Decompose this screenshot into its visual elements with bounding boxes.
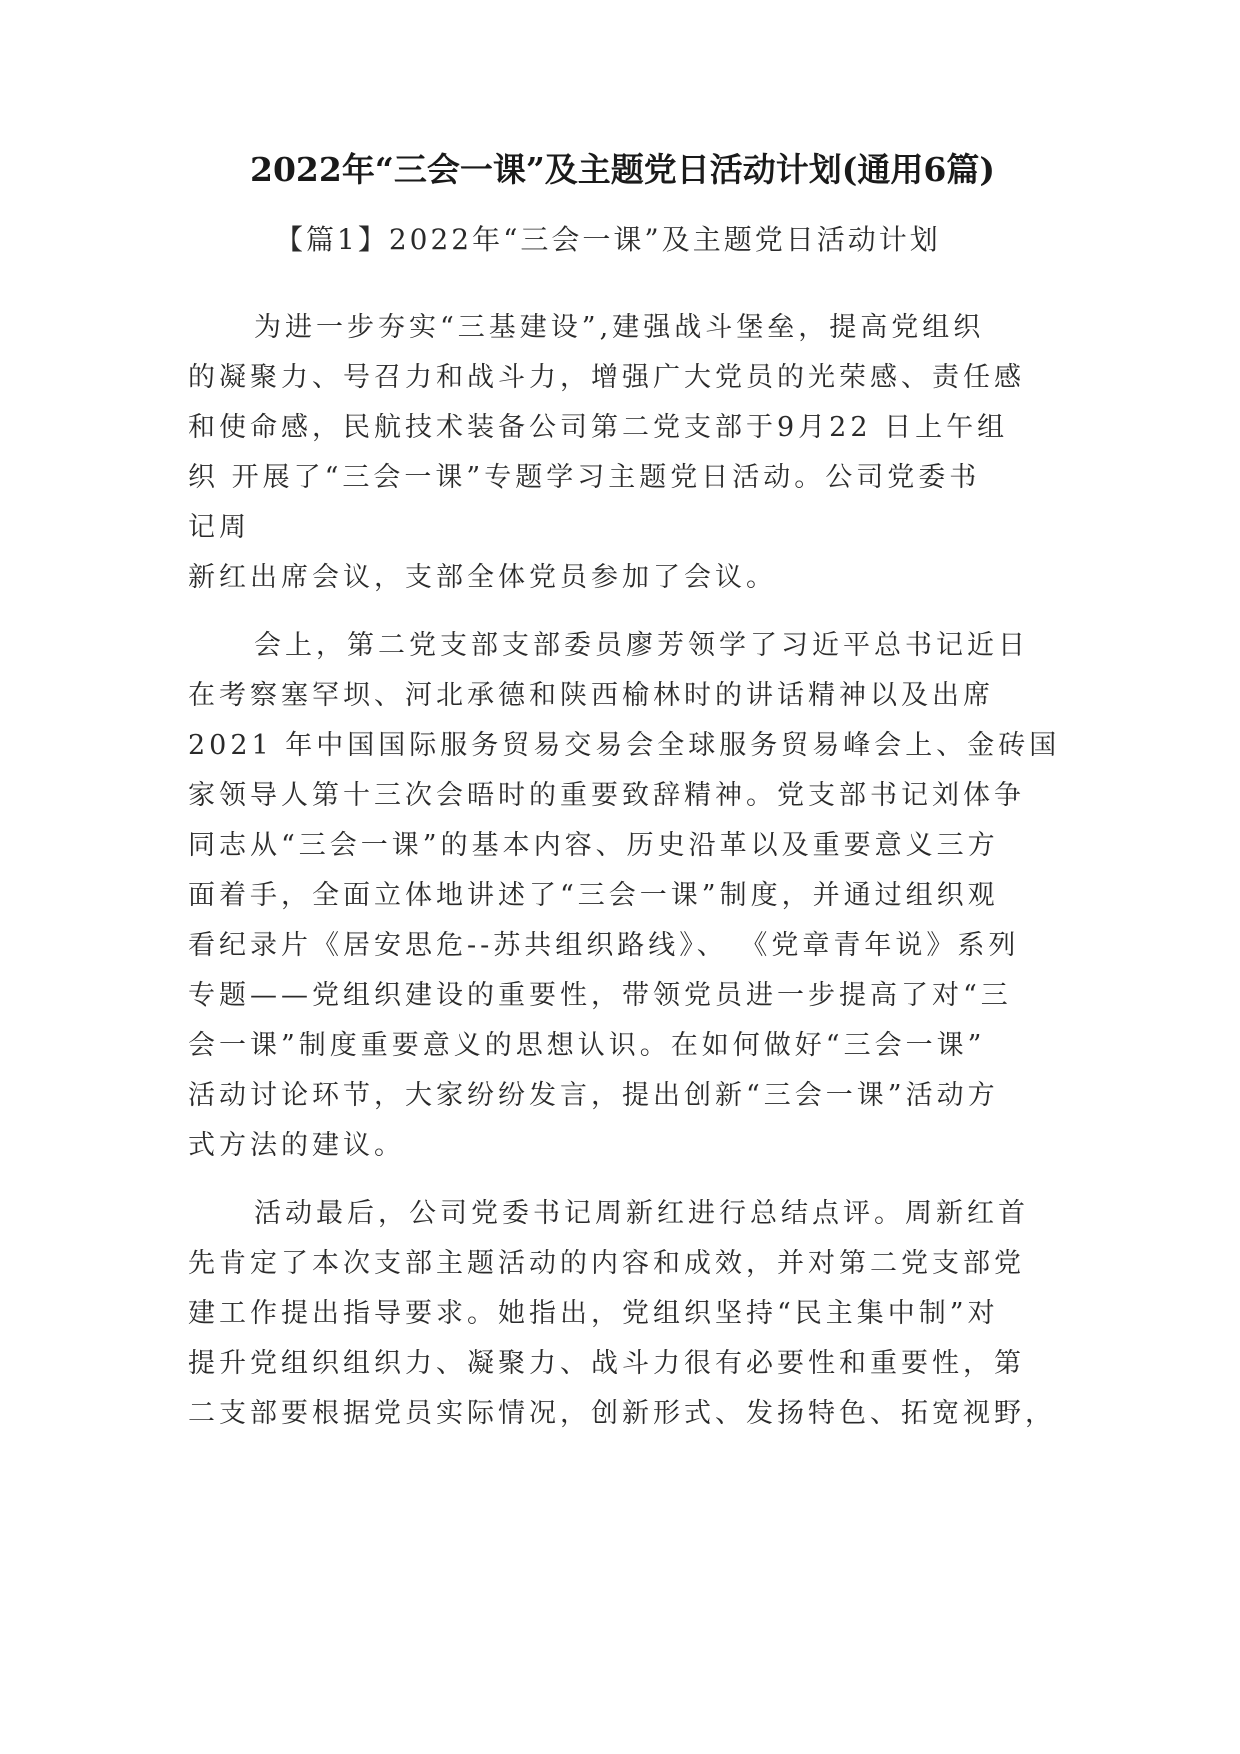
text-line: 面着手，全面立体地讲述了“三会一课”制度，并通过组织观	[188, 880, 999, 911]
text-line: 家领导人第十三次会晤时的重要致辞精神。党支部书记刘体争	[188, 780, 1025, 811]
text-line: 专题——党组织建设的重要性，带领党员进一步提高了对“三	[188, 980, 1012, 1011]
text-line: 看纪录片《居安思危--苏共组织路线》、 《党章青年说》系列	[188, 930, 1020, 961]
text-line: 提升党组织组织力、凝聚力、战斗力很有必要性和重要性，第	[188, 1348, 1025, 1379]
text-line: 会上，第二党支部支部委员廖芳领学了习近平总书记近日	[254, 630, 1029, 661]
text-line: 2021 年中国国际服务贸易交易会全球服务贸易峰会上、金砖国	[188, 730, 1061, 761]
text-line: 的凝聚力、号召力和战斗力，增强广大党员的光荣感、责任感	[188, 362, 1025, 393]
text-line: 活动最后，公司党委书记周新红进行总结点评。周新红首	[254, 1198, 1029, 1229]
paragraph-2	[188, 621, 1068, 1171]
section-heading: 【篇1】2022年“三会一课”及主题党日活动计划	[275, 223, 941, 256]
text-line: 织 开展了“三会一课”专题学习主题党日活动。公司党委书	[188, 462, 981, 493]
text-line: 会一课”制度重要意义的思想认识。在如何做好“三会一课”	[188, 1030, 986, 1061]
text-line: 二支部要根据党员实际情况，创新形式、发扬特色、拓宽视野，	[188, 1398, 1056, 1429]
text-line: 同志从“三会一课”的基本内容、历史沿革以及重要意义三方	[188, 830, 999, 861]
text-line: 活动讨论环节，大家纷纷发言，提出创新“三会一课”活动方	[188, 1080, 999, 1111]
document-title: 2022年“三会一课”及主题党日活动计划(通用6篇)	[250, 150, 995, 189]
text-line: 建工作提出指导要求。她指出，党组织坚持“民主集中制”对	[188, 1298, 999, 1329]
text-line: 先肯定了本次支部主题活动的内容和成效，并对第二党支部党	[188, 1248, 1025, 1279]
paragraph-1	[188, 303, 1068, 603]
document-body	[188, 303, 1068, 1439]
paragraph-3	[188, 1189, 1068, 1439]
text-line: 和使命感，民航技术装备公司第二党支部于9月22 日上午组	[188, 412, 1009, 443]
text-line: 新红出席会议，支部全体党员参加了会议。	[188, 562, 777, 593]
text-line: 记周	[188, 512, 250, 543]
text-line: 为进一步夯实“三基建设”,建强战斗堡垒，提高党组织	[254, 312, 985, 343]
text-line: 在考察塞罕坝、河北承德和陕西榆林时的讲话精神以及出席	[188, 680, 994, 711]
text-line: 式方法的建议。	[188, 1130, 405, 1161]
